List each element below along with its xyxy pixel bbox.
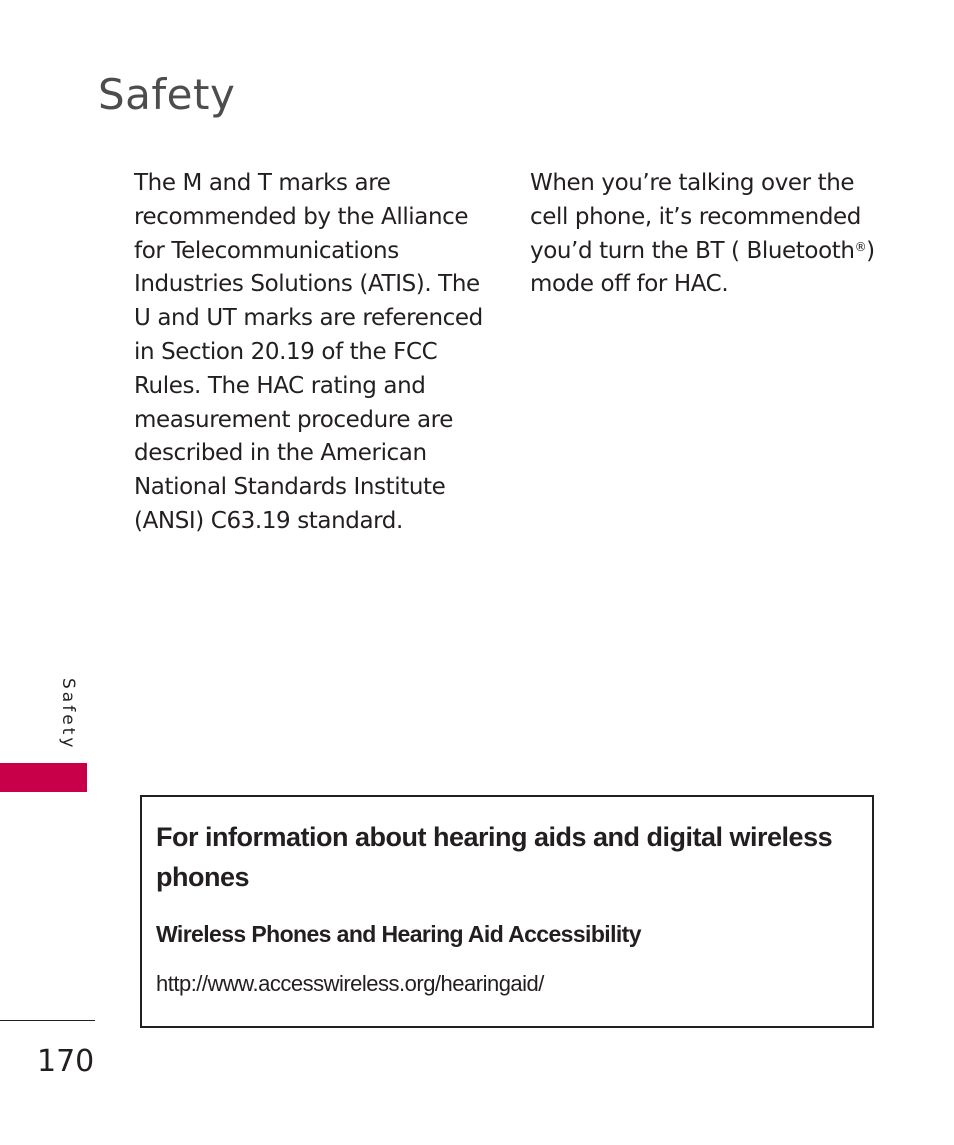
registered-trademark-mark: ® xyxy=(854,239,867,254)
side-section-label: Safety xyxy=(58,678,78,751)
page-number: 170 xyxy=(37,1044,95,1079)
footer-divider xyxy=(0,1020,95,1021)
page-title: Safety xyxy=(98,70,236,119)
info-box xyxy=(140,795,874,1028)
info-box-subheading: Wireless Phones and Hearing Aid Accessibility xyxy=(156,921,641,947)
hearing-aid-url-link[interactable]: http://www.accesswireless.org/hearingaid/ xyxy=(156,971,544,996)
left-paragraph: The M and T marks are recommended by the Alliance for Telecommunications Industries Solutions (ATIS). The U and UT marks are referenced in Section 20.19 of the FCC Rules. The HAC rating and measurement procedure are described in the American National Standards Institute (ANSI) C63.19 standard. xyxy=(134,170,483,534)
right-column xyxy=(530,167,885,302)
right-paragraph-text-end: ) mode off for HAC. xyxy=(530,237,875,298)
info-box-heading: For information about hearing aids and digital wireless phones xyxy=(156,822,833,892)
right-paragraph xyxy=(530,167,885,302)
right-paragraph-text-start: When you’re talking over the cell phone, it’s recommended you’d turn the BT ( Bluetooth xyxy=(530,170,862,264)
section-tab-marker xyxy=(0,763,87,792)
left-column xyxy=(134,167,489,539)
